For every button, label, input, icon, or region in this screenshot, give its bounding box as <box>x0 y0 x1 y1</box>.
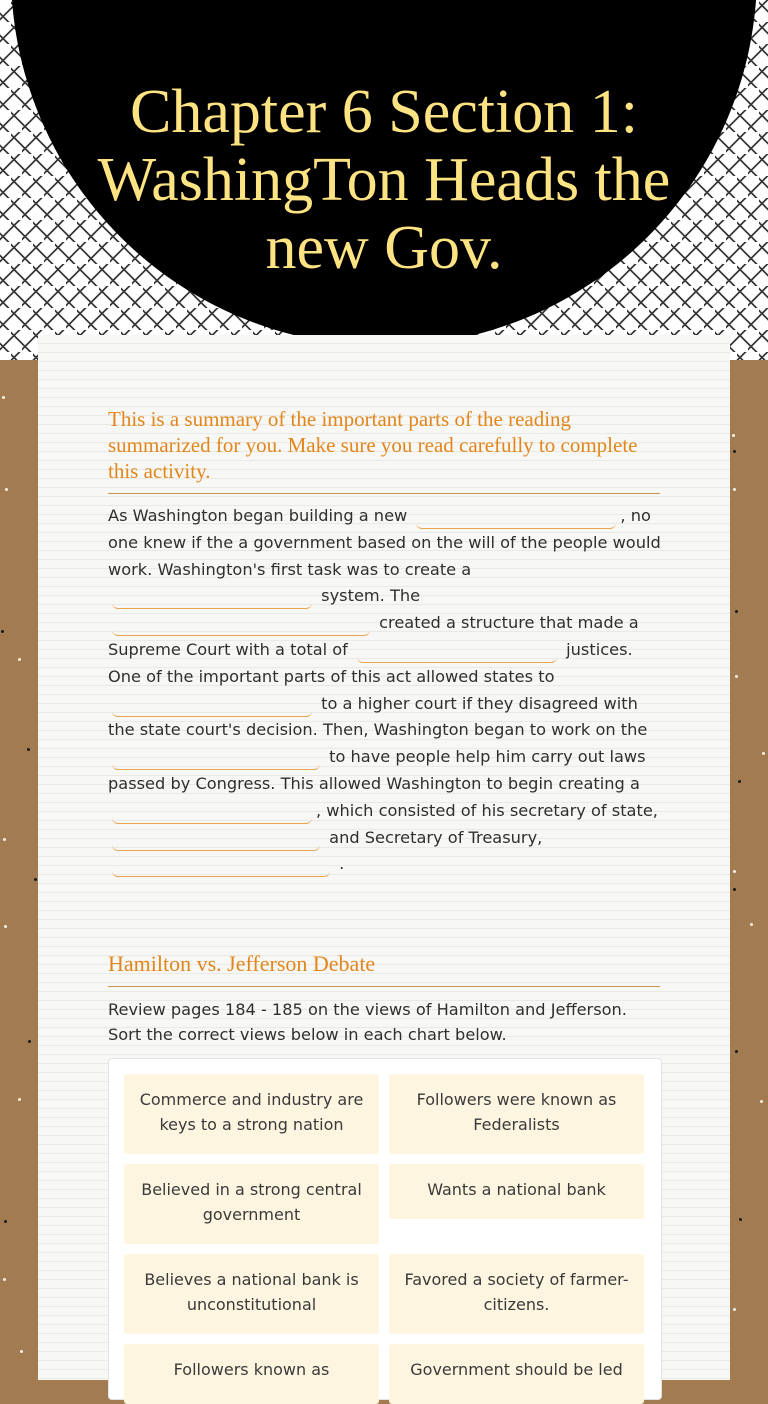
blank-6[interactable] <box>112 747 320 770</box>
blank-2[interactable] <box>112 586 312 609</box>
blank-5[interactable] <box>112 694 312 717</box>
debate-divider <box>108 986 660 987</box>
blank-9[interactable] <box>112 854 330 877</box>
sort-card[interactable]: Followers known as <box>124 1344 379 1404</box>
blank-1[interactable] <box>416 506 616 529</box>
passage-text: and Secretary of Treasury, <box>324 827 543 847</box>
page-title: Chapter 6 Section 1: WashingTon Heads the new Gov. <box>97 78 671 282</box>
fill-in-passage <box>108 503 666 878</box>
passage-text: to have people help him carry out laws passed by Congress. This allowed Washington to begin creating a <box>108 747 646 793</box>
debate-instructions: Review pages 184 - 185 on the views of Hamilton and Jefferson. Sort the correct views below in each chart below. <box>108 1000 627 1044</box>
summary-heading: This is a summary of the important parts of the reading summarized for you. Make sure you read carefully to complete this activity. <box>108 407 638 483</box>
sort-card[interactable]: Government should be led <box>389 1344 644 1404</box>
sorting-panel <box>108 1058 662 1400</box>
worksheet-paper <box>38 335 730 1380</box>
passage-text: justices. One of the important parts of this act allowed states to <box>108 639 633 686</box>
blank-7[interactable] <box>112 801 312 824</box>
blank-3[interactable] <box>112 613 370 636</box>
passage-text: , no one knew if the a government based on the will of the people would work. Washington's first task was to create a <box>108 506 661 579</box>
summary-divider <box>108 493 660 494</box>
passage-text: . <box>334 854 345 874</box>
sort-card[interactable]: Favored a society of farmer-citizens. <box>389 1254 644 1334</box>
passage-text: to a higher court if they disagreed with the state court's decision. Then, Washington began to work on the <box>108 693 648 740</box>
blank-8[interactable] <box>112 828 320 851</box>
sort-card[interactable]: Believes a national bank is unconstitutional <box>124 1254 379 1334</box>
blank-4[interactable] <box>357 640 557 663</box>
passage-text: system. The <box>316 586 421 606</box>
sort-card[interactable]: Followers were known as Federalists <box>389 1074 644 1154</box>
passage-text: , which consisted of his secretary of state, <box>316 800 658 820</box>
sort-card[interactable]: Commerce and industry are keys to a strong nation <box>124 1074 379 1154</box>
sort-card[interactable]: Believed in a strong central government <box>124 1164 379 1244</box>
debate-heading: Hamilton vs. Jefferson Debate <box>108 951 376 976</box>
sort-card[interactable]: Wants a national bank <box>389 1164 644 1219</box>
passage-text: As Washington began building a new <box>108 506 413 525</box>
passage-text: created a structure that made a Supreme Court with a total of <box>108 613 639 659</box>
